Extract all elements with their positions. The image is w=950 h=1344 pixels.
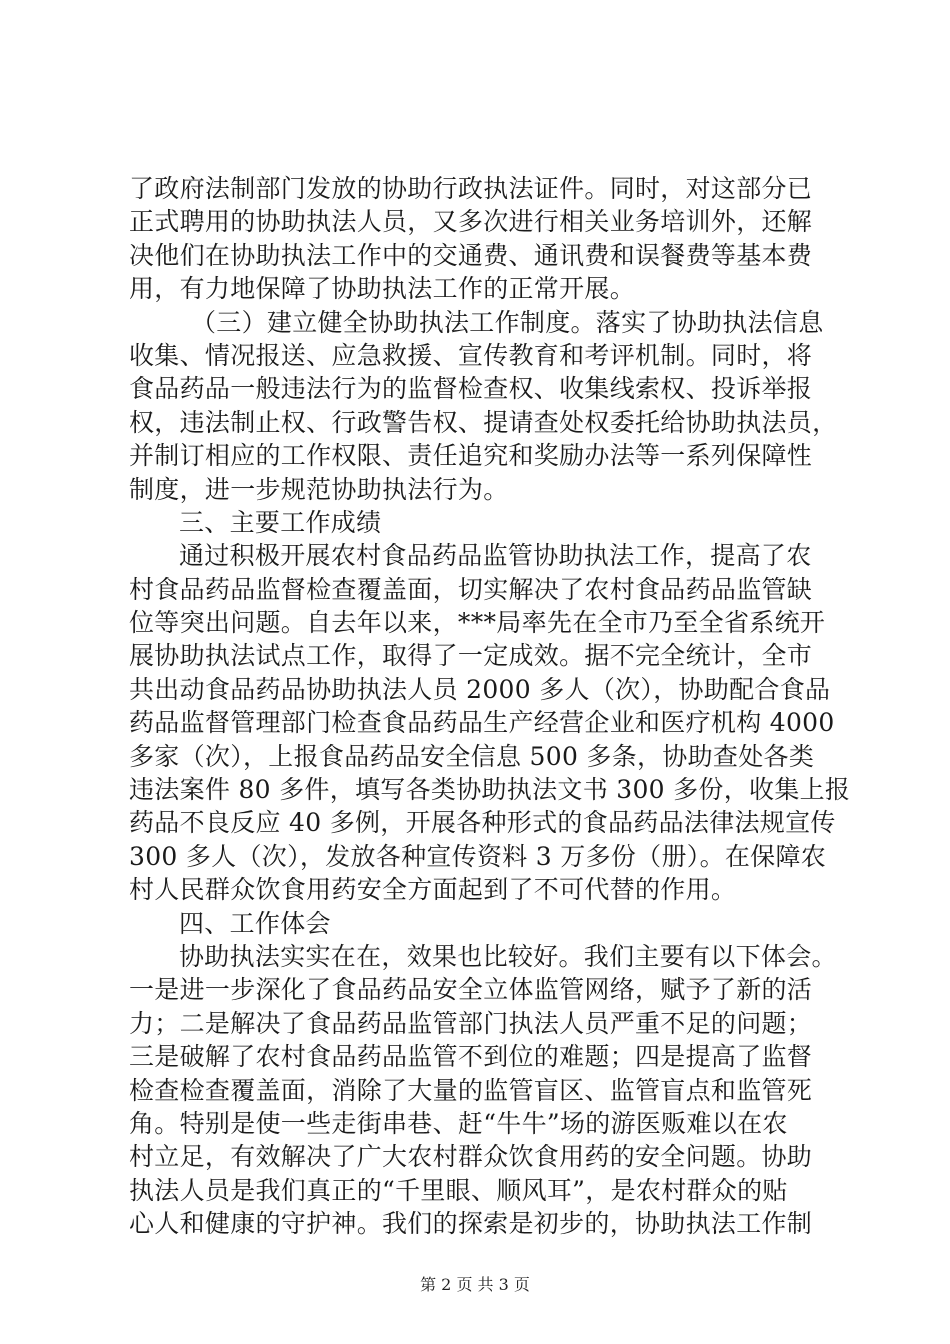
text-line: （三）建立健全协助执法工作制度。落实了协助执法信息 (191, 307, 824, 337)
text-line: 药品不良反应 40 多例，开展各种形式的食品药品法律法规宣传 (129, 808, 836, 838)
text-line: 用，有力地保障了协助执法工作的正常开展。 (129, 274, 636, 304)
text-line: 食品药品一般违法行为的监督检查权、收集线索权、投诉举报 (129, 374, 813, 404)
text-line: 位等突出问题。自去年以来，***局率先在全市乃至全省系统开 (129, 608, 826, 638)
text-line: 四、工作体会 (179, 908, 331, 938)
text-line: 多家（次），上报食品药品安全信息 500 多条，协助查处各类 (129, 741, 815, 771)
text-line: 收集、情况报送、应急救援、宣传教育和考评机制。同时，将 (129, 340, 813, 370)
text-line: 了政府法制部门发放的协助行政执法证件。同时，对这部分已 (129, 174, 813, 203)
text-line: 决他们在协助执法工作中的交通费、通讯费和误餐费等基本费 (129, 240, 813, 270)
text-line: 村食品药品监督检查覆盖面，切实解决了农村食品药品监管缺 (129, 574, 813, 604)
text-line: 三是破解了农村食品药品监管不到位的难题；四是提高了监督 (129, 1042, 813, 1072)
text-line: 一是进一步深化了食品药品安全立体监管网络，赋予了新的活 (129, 975, 813, 1005)
text-line: 心人和健康的守护神。我们的探索是初步的，协助执法工作制 (129, 1209, 813, 1239)
text-line: 角。特别是使一些走街串巷、赶“牛牛”场的游医贩难以在农 (129, 1108, 788, 1138)
text-line: 300 多人（次），发放各种宣传资料 3 万多份（册）。在保障农 (129, 841, 827, 871)
text-line: 力；二是解决了食品药品监管部门执法人员严重不足的问题； (129, 1008, 813, 1038)
text-line: 共出动食品药品协助执法人员 2000 多人（次），协助配合食品 (129, 674, 831, 704)
text-line: 违法案件 80 多件，填写各类协助执法文书 300 多份，收集上报 (129, 775, 851, 805)
text-line: 展协助执法试点工作，取得了一定成效。据不完全统计，全市 (129, 641, 813, 671)
text-line: 通过积极开展农村食品药品监管协助执法工作，提高了农 (179, 541, 812, 571)
text-line: 协助执法实实在在，效果也比较好。我们主要有以下体会。 (179, 941, 837, 971)
text-line: 制度，进一步规范协助执法行为。 (129, 474, 509, 504)
text-line: 药品监督管理部门检查食品药品生产经营企业和医疗机构 4000 (129, 708, 835, 738)
text-line: 正式聘用的协助执法人员，又多次进行相关业务培训外，还解 (129, 207, 813, 237)
text-line: 村立足，有效解决了广大农村群众饮食用药的安全问题。协助 (129, 1142, 813, 1172)
text-line: 村人民群众饮食用药安全方面起到了不可代替的作用。 (129, 875, 737, 905)
body-text (129, 172, 851, 1241)
text-line: 并制订相应的工作权限、责任追究和奖励办法等一系列保障性 (129, 441, 813, 471)
text-line: 检查检查覆盖面，消除了大量的监管盲区、监管盲点和监管死 (129, 1075, 813, 1105)
page-footer: 第 2 页 共 3 页 (420, 1275, 530, 1294)
text-line: 三、主要工作成绩 (179, 507, 382, 537)
text-line: 执法人员是我们真正的“千里眼、顺风耳”，是农村群众的贴 (129, 1175, 788, 1205)
text-line: 权，违法制止权、行政警告权、提请查处权委托给协助执法员， (129, 407, 838, 437)
